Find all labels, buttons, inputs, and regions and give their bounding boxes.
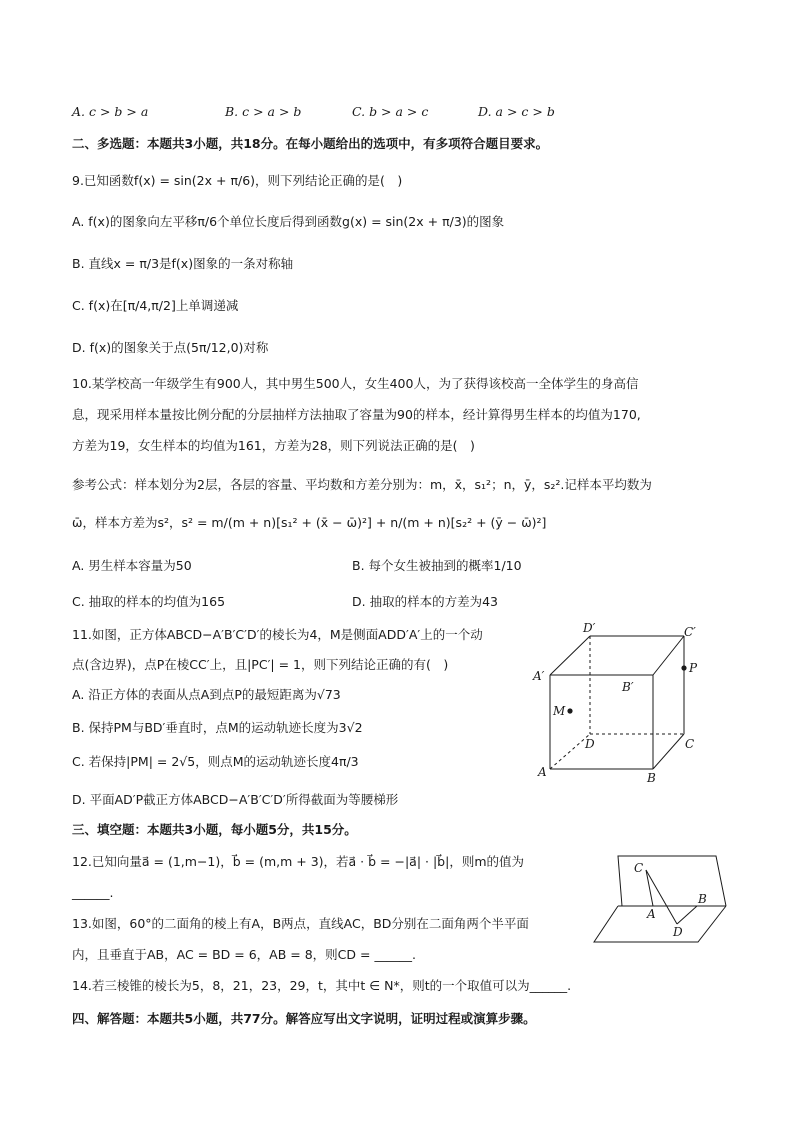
- q10-formula-line-1: 参考公式：样本划分为2层，各层的容量、平均数和方差分别为：m，x̄，s₁²；n，ȳ，s₂².记样本平均数为: [72, 477, 652, 492]
- label-d: D: [585, 737, 595, 751]
- q8-option-c: C. b > a > c: [352, 104, 429, 119]
- cube-edge-b1c1: [653, 636, 684, 675]
- q11-option-d: D. 平面AD′P截正方体ABCD−A′B′C′D′所得截面为等腰梯形: [72, 792, 399, 807]
- q8-option-d: D. a > c > b: [478, 104, 555, 119]
- q12-line-1: 12.已知向量a⃗ = (1,m−1)，b⃗ = (m,m + 3)，若a⃗ · b⃗ = −|a⃗| · |b⃗|，则m的值为: [72, 854, 524, 869]
- q10-option-c: C. 抽取的样本的均值为165: [72, 594, 226, 609]
- q10-line-1: 10.某学校高一年级学生有900人，其中男生500人，女生400人，为了获得该校高一全体学生的身高信: [72, 376, 639, 391]
- q9-option-c: C. f(x)在[π/4,π/2]上单调递减: [72, 298, 239, 313]
- q10-option-a: A. 男生样本容量为50: [72, 558, 192, 573]
- q14-line: 14.若三棱锥的棱长为5，8，21，23，29，t，其中t ∈ N*，则t的一个取值可以为______.: [72, 978, 572, 993]
- q9-stem: 9.已知函数f(x) = sin(2x + π/6)，则下列结论正确的是( ): [72, 173, 403, 188]
- label-b: B: [698, 892, 707, 906]
- section-heading-solutions: 四、解答题：本题共5小题，共77分。解答应写出文字说明，证明过程或演算步骤。: [72, 1011, 536, 1026]
- q12-line-2: ______.: [72, 885, 114, 900]
- label-c1: C′: [684, 625, 696, 639]
- point-p-dot: [681, 665, 686, 670]
- q10-option-b: B. 每个女生被抽到的概率1/10: [352, 558, 522, 573]
- label-d1: D′: [583, 622, 596, 635]
- q13-line-2: 内，且垂直于AB，AC = BD = 6，AB = 8，则CD = ______.: [72, 947, 416, 962]
- q13-line-1: 13.如图，60°的二面角的棱上有A，B两点，直线AC，BD分别在二面角两个半平面: [72, 916, 529, 931]
- q11-option-c: C. 若保持|PM| = 2√5，则点M的运动轨迹长度4π/3: [72, 754, 359, 769]
- label-b1: B′: [622, 680, 634, 694]
- label-m: M: [553, 704, 566, 718]
- q9-option-d: D. f(x)的图象关于点(5π/12,0)对称: [72, 340, 269, 355]
- label-d: D: [673, 925, 683, 939]
- cube-edge-a1d1: [550, 636, 590, 675]
- q11-line-2: 点(含边界)，点P在棱CC′上，且|PC′| = 1，则下列结论正确的有( ): [72, 657, 449, 672]
- q10-formula-line-2: ω̄，样本方差为s²，s² = m/(m + n)[s₁² + (x̄ − ω̄)²] + n/(m + n)[s₂² + (ȳ − ω̄)²]: [72, 515, 547, 530]
- q8-option-a: A. c > b > a: [72, 104, 149, 119]
- dihedral-figure: [592, 852, 742, 948]
- label-a: A: [538, 765, 547, 779]
- lower-half-plane: [594, 906, 726, 942]
- cube-edge-bc: [653, 734, 684, 769]
- q8-option-b: B. c > a > b: [225, 104, 302, 119]
- q10-line-2: 息，现采用样本量按比例分配的分层抽样方法抽取了容量为90的样本，经计算得男生样本的均值为170,: [72, 407, 641, 422]
- segment-bd: [677, 906, 697, 924]
- label-p: P: [689, 661, 698, 675]
- cube-edge-ad-hidden: [550, 734, 590, 769]
- q11-option-b: B. 保持PM与BD′垂直时，点M的运动轨迹长度为3√2: [72, 720, 363, 735]
- q9-option-a: A. f(x)的图象向左平移π/6个单位长度后得到函数g(x) = sin(2x + π/3)的图象: [72, 214, 505, 229]
- label-c: C: [685, 737, 695, 751]
- point-m-dot: [567, 708, 572, 713]
- section-heading-fill-in: 三、填空题：本题共3小题，每小题5分，共15分。: [72, 822, 357, 837]
- cube-figure: [528, 622, 708, 787]
- section-heading-multiple-choice: 二、多选题：本题共3小题，共18分。在每小题给出的选项中，有多项符合题目要求。: [72, 136, 549, 151]
- q11-line-1: 11.如图，正方体ABCD−A′B′C′D′的棱长为4，M是侧面ADD′A′上的一个动: [72, 627, 483, 642]
- q10-option-d: D. 抽取的样本的方差为43: [352, 594, 498, 609]
- label-b: B: [647, 771, 656, 785]
- q11-option-a: A. 沿正方体的表面从点A到点P的最短距离为√73: [72, 687, 341, 702]
- label-c: C: [634, 861, 644, 875]
- label-a: A: [647, 907, 656, 921]
- q9-option-b: B. 直线x = π/3是f(x)图象的一条对称轴: [72, 256, 294, 271]
- q10-line-3: 方差为19，女生样本的均值为161，方差为28，则下列说法正确的是( ): [72, 438, 475, 453]
- label-a1: A′: [533, 669, 545, 683]
